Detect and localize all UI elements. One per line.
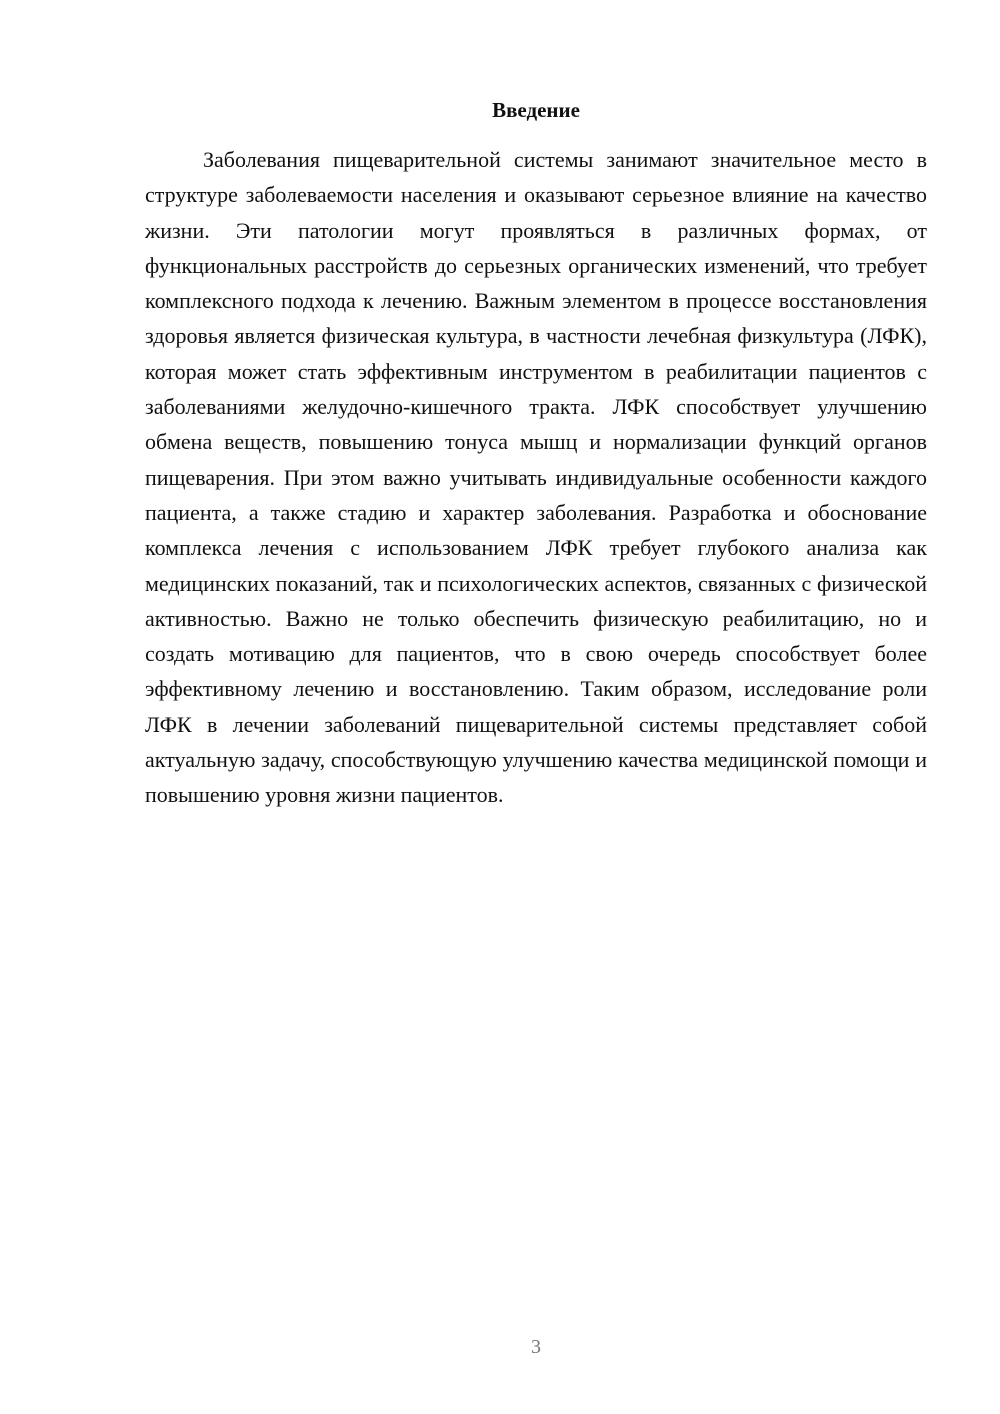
page-number: 3: [531, 1336, 541, 1358]
section-title: Введение: [492, 98, 580, 122]
body-paragraph: Заболевания пищеварительной системы занимают значительное место в структуре заболеваемости населения и оказывают серьезное влияние на качество жизни. Эти патологии могут проявляться в различных формах, от функциональных расстройств до серьезных органических изменений, что требует комплексного подхода к лечению. Важным элементом в процессе восстановления здоровья является физическая культура, в частности лечебная физкультура (ЛФК), которая может стать эффективным инструментом в реабилитации пациентов с заболеваниями желудочно-кишечного тракта. ЛФК способствует улучшению обмена веществ, повышению тонуса мышц и нормализации функций органов пищеварения. При этом важно учитывать индивидуальные особенности каждого пациента, а также стадию и характер заболевания. Разработка и обоснование комплекса лечения с использованием ЛФК требует глубокого анализа как медицинских показаний, так и психологических аспектов, связанных с физической активностью. Важно не только обеспечить физическую реабилитацию, но и создать мотивацию для пациентов, что в свою очередь способствует более эффективному лечению и восстановлению. Таким образом, исследование роли ЛФК в лечении заболеваний пищеварительной системы представляет собой актуальную задачу, способствующую улучшению качества медицинской помощи и повышению уровня жизни пациентов.: [145, 147, 927, 808]
